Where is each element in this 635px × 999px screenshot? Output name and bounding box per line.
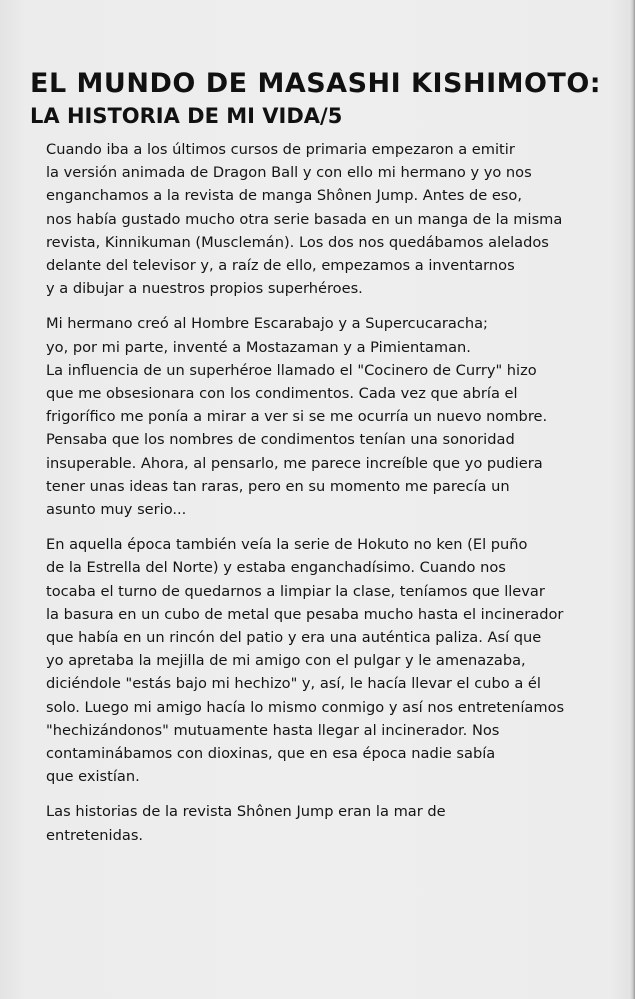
text-line: que existían. (46, 768, 140, 786)
text-line: que había en un rincón del patio y era una auténtica paliza. Así que (46, 629, 542, 647)
text-line: tocaba el turno de quedarnos a limpiar la clase, teníamos que llevar (46, 582, 545, 600)
paragraph-1 (34, 138, 606, 300)
text-line: Las historias de la revista Shônen Jump eran la mar de (46, 803, 446, 821)
text-line: nos había gustado mucho otra serie basada en un manga de la misma (46, 210, 563, 228)
text-line: contaminábamos con dioxinas, que en esa época nadie sabía (46, 745, 496, 763)
paragraph-4 (34, 800, 606, 846)
text-line: La influencia de un superhéroe llamado el "Cocinero de Curry" hizo (46, 361, 537, 379)
text-line: la versión animada de Dragon Ball y con ello mi hermano y yo nos (46, 164, 532, 182)
text-line: de la Estrella del Norte) y estaba enganchadísimo. Cuando nos (46, 559, 506, 577)
page-edge (629, 0, 635, 999)
text-line: Mi hermano creó al Hombre Escarabajo y a Supercucaracha; (46, 315, 488, 333)
text-line: En aquella época también veía la serie de Hokuto no ken (El puño (46, 536, 528, 554)
page-subtitle: LA HISTORIA DE MI VIDA/5 (30, 104, 343, 128)
text-line: delante del televisor y, a raíz de ello, empezamos a inventarnos (46, 257, 515, 275)
text-line: Cuando iba a los últimos cursos de primaria empezaron a emitir (46, 141, 515, 158)
text-line: yo, por mi parte, inventé a Mostazaman y a Pimientaman. (46, 338, 471, 356)
text-line: revista, Kinnikuman (Musclemán). Los dos nos quedábamos alelados (46, 233, 549, 251)
text-line: enganchamos a la revista de manga Shônen Jump. Antes de eso, (46, 187, 522, 205)
text-line: insuperable. Ahora, al pensarlo, me parece increíble que yo pudiera (46, 454, 543, 472)
text-line: y a dibujar a nuestros propios superhéroes. (46, 280, 363, 298)
page-title: EL MUNDO DE MASASHI KISHIMOTO: (30, 68, 602, 99)
paragraph-2 (34, 312, 606, 521)
text-line: que me obsesionara con los condimentos. Cada vez que abría el (46, 385, 518, 403)
text-line: yo apretaba la mejilla de mi amigo con el pulgar y le amenazaba, (46, 652, 526, 670)
text-line: tener unas ideas tan raras, pero en su momento me parecía un (46, 477, 510, 495)
body-text (34, 138, 606, 859)
text-line: la basura en un cubo de metal que pesaba mucho hasta el incinerador (46, 605, 564, 623)
text-line: frigorífico me ponía a mirar a ver si se me ocurría un nuevo nombre. (46, 408, 548, 426)
paragraph-3 (34, 533, 606, 788)
text-line: diciéndole "estás bajo mi hechizo" y, así, le hacía llevar el cubo a él (46, 675, 541, 693)
text-line: "hechizándonos" mutuamente hasta llegar al incinerador. Nos (46, 721, 500, 739)
text-line: solo. Luego mi amigo hacía lo mismo conmigo y así nos entreteníamos (46, 698, 565, 716)
text-line: entretenidas. (46, 826, 144, 844)
text-line: asunto muy serio... (46, 501, 187, 519)
text-line: Pensaba que los nombres de condimentos tenían una sonoridad (46, 431, 515, 449)
